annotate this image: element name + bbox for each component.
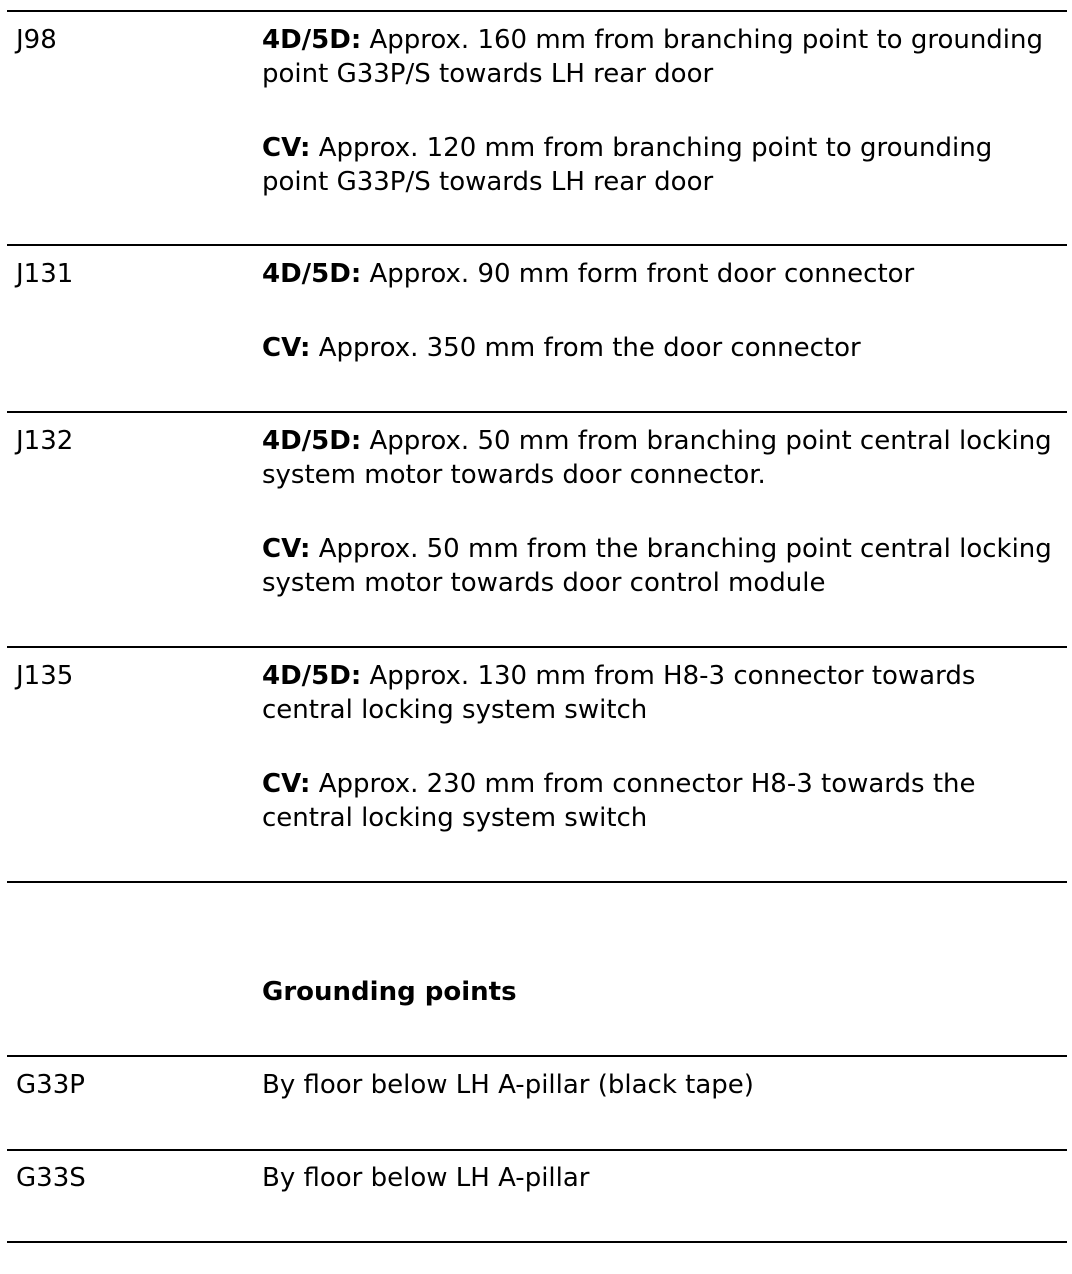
splice-code: J135 [16, 661, 74, 691]
table-rule-bottom [7, 1241, 1067, 1243]
grounding-description: By floor below LH A-pillar (black tape) [262, 1070, 754, 1100]
variant-text: Approx. 160 mm from branching point to grounding point G33P/S towards LH rear door [262, 25, 1044, 89]
variant-label: 4D/5D: [262, 25, 362, 55]
variant-text: Approx. 50 mm from the branching point central locking system motor towards door control module [262, 534, 1052, 598]
variant-text: Approx. 350 mm from the door connector [318, 333, 861, 363]
splice-code: J98 [16, 25, 57, 55]
variant-entry [262, 532, 1062, 600]
table-rule [7, 411, 1067, 413]
variant-text: Approx. 230 mm from connector H8-3 towards the central locking system switch [262, 769, 976, 833]
grounding-description: By floor below LH A-pillar [262, 1163, 590, 1193]
variant-text: Approx. 50 mm from branching point central locking system motor towards door connector. [262, 426, 1052, 490]
variant-text: Approx. 130 mm from H8-3 connector towards central locking system switch [262, 661, 976, 725]
variant-entry [262, 257, 1062, 291]
table-rule [7, 881, 1067, 883]
splice-description [262, 23, 1062, 199]
variant-label: CV: [262, 333, 311, 363]
splice-code: J131 [16, 259, 74, 289]
table-rule [7, 1149, 1067, 1151]
splice-description [262, 424, 1062, 600]
variant-label: 4D/5D: [262, 259, 362, 289]
grounding-code: G33S [16, 1163, 86, 1193]
variant-text: Approx. 120 mm from branching point to grounding point G33P/S towards LH rear door [262, 133, 993, 197]
variant-label: 4D/5D: [262, 426, 362, 456]
splice-description [262, 659, 1062, 835]
section-heading: Grounding points [262, 977, 517, 1007]
table-rule-top [7, 10, 1067, 12]
variant-label: 4D/5D: [262, 661, 362, 691]
table-rule [7, 1055, 1067, 1057]
variant-entry [262, 23, 1062, 91]
variant-entry [262, 659, 1062, 727]
variant-entry [262, 331, 1062, 365]
variant-entry [262, 424, 1062, 492]
variant-label: CV: [262, 133, 311, 163]
splice-code: J132 [16, 426, 74, 456]
variant-text: Approx. 90 mm form front door connector [369, 259, 915, 289]
grounding-code: G33P [16, 1070, 85, 1100]
variant-label: CV: [262, 769, 311, 799]
variant-entry [262, 767, 1062, 835]
splice-description [262, 257, 1062, 365]
table-rule [7, 244, 1067, 246]
table-rule [7, 646, 1067, 648]
variant-label: CV: [262, 534, 311, 564]
variant-entry [262, 131, 1062, 199]
